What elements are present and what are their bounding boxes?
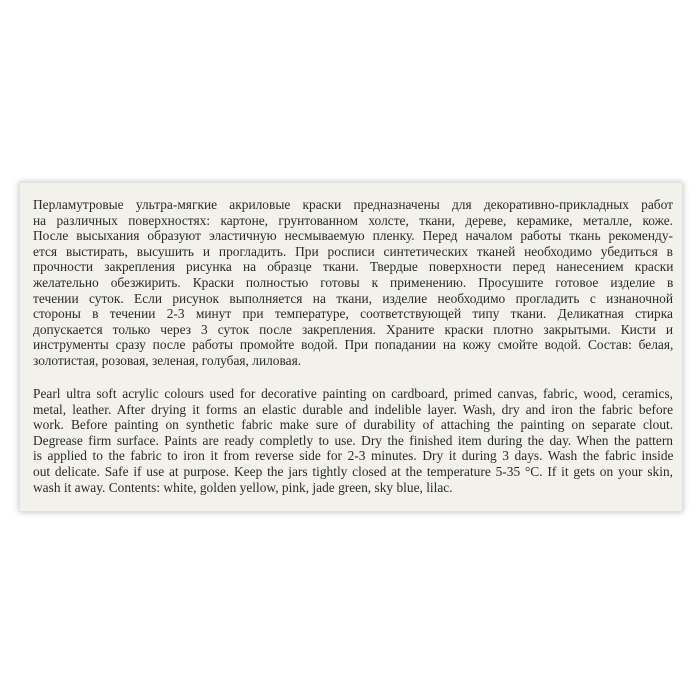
english-line: wash it away. Contents: white, golden yellow, pink, jade green, sky blue, lilac.: [33, 479, 453, 495]
russian-description: [33, 197, 673, 369]
russian-line: стороны в течении 2-3 минут при температуре, соответствующей типу ткани. Деликатная стирка: [33, 306, 673, 322]
english-line: metal, leather. After drying it forms an elastic durable and indelible layer. Wash, dry and iron the fabric before: [33, 401, 674, 417]
russian-line: прочности закрепления рисунка на образце ткани. Твердые поверхности перед нанесением краски: [33, 259, 674, 275]
russian-line: желательно обезжирить. Краски полностью готовы к применению. Просушите готовое изделие в: [33, 274, 674, 290]
russian-line: течении суток. Если рисунок выполняется на ткани, изделие необходимо прогладить с изнаночной: [33, 290, 673, 306]
english-line: is applied to the fabric to iron it from reverse side for 2-3 minutes. Dry it during 3 days. Wash the fabric inside: [33, 448, 674, 464]
english-line: Pearl ultra soft acrylic colours used for decorative painting on cardboard, primed canvas, fabric, wood, ceramics,: [33, 386, 673, 401]
english-line: out delicate. Safe if use at purpose. Keep the jars tightly closed at the temperature 5-35 °C. If it gets on your skin,: [33, 463, 673, 479]
russian-line: После высыхания образуют эластичную несмываемую пленку. Перед началом работы ткань рекоменду-: [33, 228, 673, 244]
russian-line: допускается только через 3 суток после закрепления. Храните краски плотно закрытыми. Кисти и: [33, 321, 673, 337]
russian-line: инструменты сразу после работы промойте водой. При попадании на кожу смойте водой. Состав: белая,: [33, 337, 674, 353]
russian-line: золотистая, розовая, зеленая, голубая, лиловая.: [33, 352, 302, 368]
russian-line: Перламутровые ультра-мягкие акриловые краски предназначены для декоративно-прикладных работ: [33, 197, 673, 212]
english-line: Degrease firm surface. Paints are ready completly to use. Dry the finished item during the day. When the pattern: [33, 432, 673, 448]
english-description: [33, 386, 673, 495]
english-line: work. Before painting on synthetic fabric make sure of durability of attaching the painting on separate clout.: [33, 417, 674, 433]
russian-line: ется выстирать, высушить и прогладить. При росписи синтетических тканей необходимо убедиться в: [33, 243, 673, 259]
russian-line: на различных поверхностях: картоне, грунтованном холсте, ткани, дереве, керамике, металле, коже.: [33, 212, 673, 228]
